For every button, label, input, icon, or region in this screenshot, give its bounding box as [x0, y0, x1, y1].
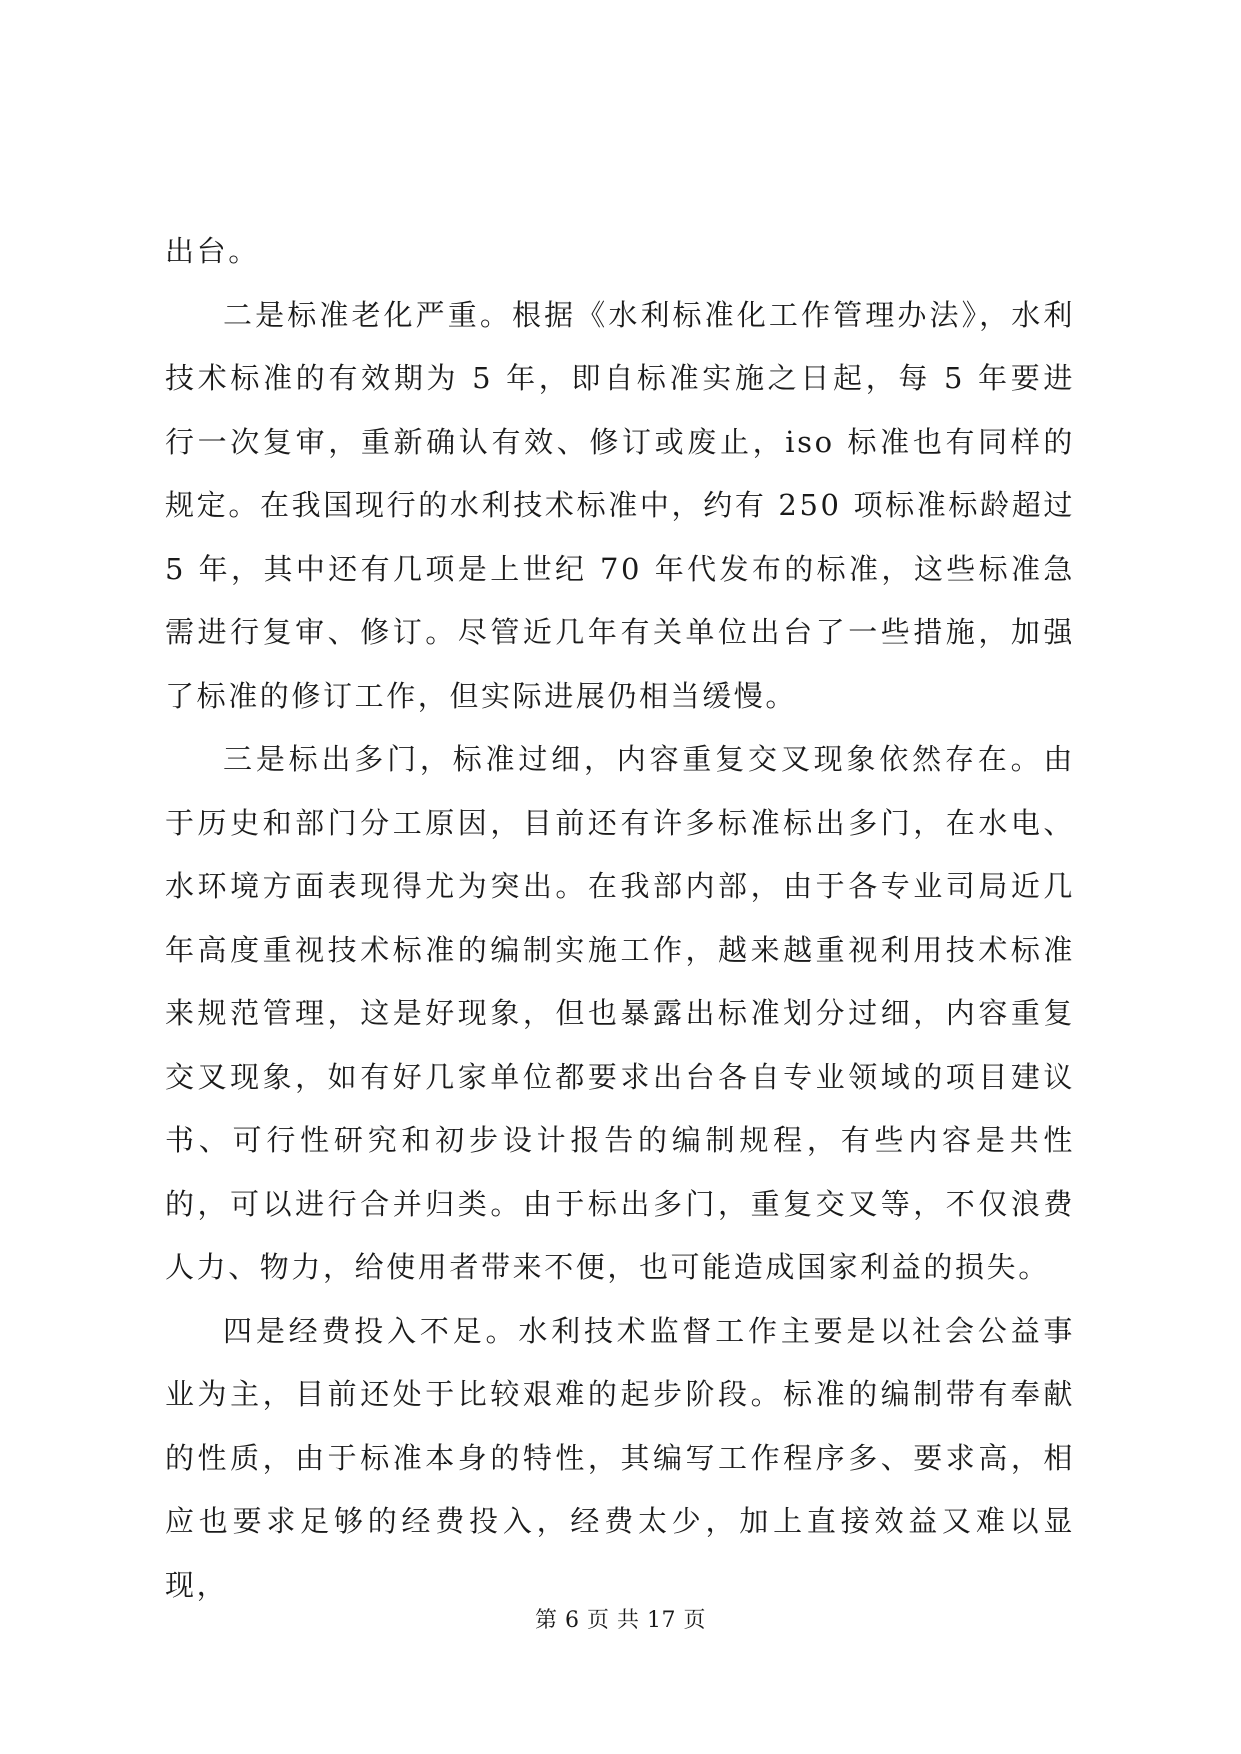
document-body: [165, 220, 1075, 1617]
paragraph-2: 二是标准老化严重。根据《水利标准化工作管理办法》，水利技术标准的有效期为 5 年，即自标准实施之日起，每 5 年要进行一次复审，重新确认有效、修订或废止，iso 标准也有同样的规定。在我国现行的水利技术标准中，约有 250 项标准标龄超过 5 年，其中还有几项是上世纪 70 年代发布的标准，这些标准急需进行复审、修订。尽管近几年有关单位出台了一些措施，加强了标准的修订工作，但实际进展仍相当缓慢。: [165, 297, 1075, 713]
paragraph-1: 出台。: [165, 234, 260, 268]
paragraph-4: 四是经费投入不足。水利技术监督工作主要是以社会公益事业为主，目前还处于比较艰难的起步阶段。标准的编制带有奉献的性质，由于标准本身的特性，其编写工作程序多、要求高，相应也要求足够的经费投入，经费太少，加上直接效益又难以显现，: [165, 1313, 1075, 1602]
paragraph-3: 三是标出多门，标准过细，内容重复交叉现象依然存在。由于历史和部门分工原因，目前还有许多标准标出多门，在水电、水环境方面表现得尤为突出。在我部内部，由于各专业司局近几年高度重视技术标准的编制实施工作，越来越重视利用技术标准来规范管理，这是好现象，但也暴露出标准划分过细，内容重复交叉现象，如有好几家单位都要求出台各自专业领域的项目建议书、可行性研究和初步设计报告的编制规程，有些内容是共性的，可以进行合并归类。由于标出多门，重复交叉等，不仅浪费人力、物力，给使用者带来不便，也可能造成国家利益的损失。: [165, 742, 1075, 1284]
page-number-footer: 第 6 页 共 17 页: [535, 1608, 706, 1633]
